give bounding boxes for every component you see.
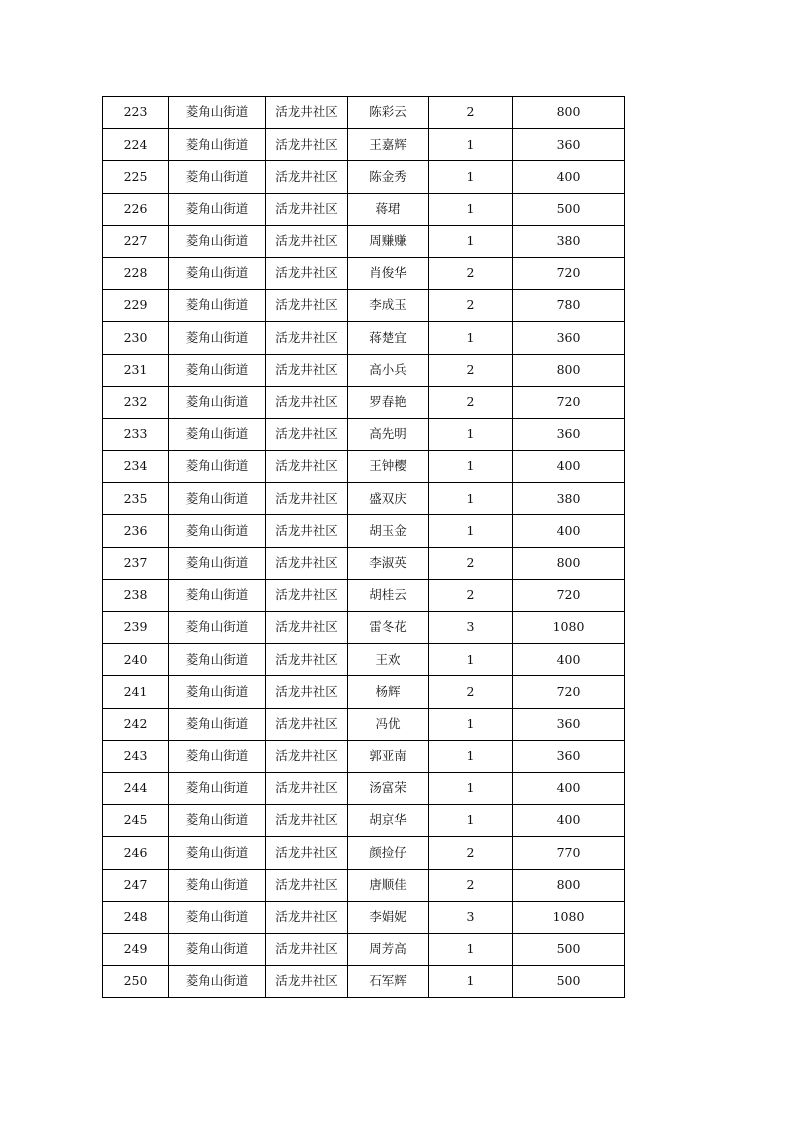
cell-amount: 360	[513, 322, 625, 354]
cell-person-name: 周芳高	[348, 933, 429, 965]
cell-serial-number: 247	[103, 869, 169, 901]
cell-household-count: 1	[429, 322, 513, 354]
cell-serial-number: 243	[103, 740, 169, 772]
cell-street: 菱角山街道	[169, 579, 266, 611]
cell-person-name: 蒋楚宜	[348, 322, 429, 354]
cell-amount: 780	[513, 290, 625, 322]
cell-person-name: 王欢	[348, 644, 429, 676]
cell-amount: 400	[513, 805, 625, 837]
cell-amount: 800	[513, 869, 625, 901]
table-row	[103, 290, 625, 322]
table-row	[103, 740, 625, 772]
cell-person-name: 杨辉	[348, 676, 429, 708]
cell-street: 菱角山街道	[169, 257, 266, 289]
cell-person-name: 石军辉	[348, 966, 429, 998]
cell-community: 活龙井社区	[266, 933, 348, 965]
cell-household-count: 1	[429, 805, 513, 837]
cell-community: 活龙井社区	[266, 483, 348, 515]
cell-street: 菱角山街道	[169, 97, 266, 129]
cell-community: 活龙井社区	[266, 354, 348, 386]
cell-household-count: 2	[429, 257, 513, 289]
table-row	[103, 805, 625, 837]
cell-amount: 1080	[513, 901, 625, 933]
cell-person-name: 王钟樱	[348, 451, 429, 483]
table-row	[103, 386, 625, 418]
table-row	[103, 257, 625, 289]
cell-street: 菱角山街道	[169, 451, 266, 483]
cell-street: 菱角山街道	[169, 386, 266, 418]
cell-household-count: 2	[429, 97, 513, 129]
cell-amount: 400	[513, 161, 625, 193]
cell-person-name: 胡京华	[348, 805, 429, 837]
cell-community: 活龙井社区	[266, 161, 348, 193]
cell-household-count: 2	[429, 354, 513, 386]
table-row	[103, 225, 625, 257]
cell-amount: 720	[513, 386, 625, 418]
cell-household-count: 1	[429, 451, 513, 483]
cell-community: 活龙井社区	[266, 225, 348, 257]
cell-household-count: 1	[429, 644, 513, 676]
cell-serial-number: 245	[103, 805, 169, 837]
cell-amount: 800	[513, 354, 625, 386]
cell-community: 活龙井社区	[266, 451, 348, 483]
table-row	[103, 97, 625, 129]
cell-person-name: 盛双庆	[348, 483, 429, 515]
cell-serial-number: 226	[103, 193, 169, 225]
cell-community: 活龙井社区	[266, 708, 348, 740]
table-row	[103, 451, 625, 483]
cell-amount: 360	[513, 129, 625, 161]
cell-community: 活龙井社区	[266, 644, 348, 676]
cell-household-count: 1	[429, 483, 513, 515]
cell-amount: 360	[513, 740, 625, 772]
cell-community: 活龙井社区	[266, 805, 348, 837]
cell-street: 菱角山街道	[169, 547, 266, 579]
cell-street: 菱角山街道	[169, 933, 266, 965]
cell-amount: 400	[513, 451, 625, 483]
cell-serial-number: 228	[103, 257, 169, 289]
cell-person-name: 胡桂云	[348, 579, 429, 611]
cell-street: 菱角山街道	[169, 901, 266, 933]
cell-street: 菱角山街道	[169, 354, 266, 386]
cell-amount: 400	[513, 772, 625, 804]
cell-household-count: 1	[429, 966, 513, 998]
cell-amount: 380	[513, 225, 625, 257]
cell-serial-number: 237	[103, 547, 169, 579]
cell-amount: 720	[513, 257, 625, 289]
cell-amount: 800	[513, 547, 625, 579]
table-row	[103, 772, 625, 804]
cell-person-name: 郭亚南	[348, 740, 429, 772]
cell-serial-number: 248	[103, 901, 169, 933]
table-row	[103, 676, 625, 708]
table-row	[103, 708, 625, 740]
cell-serial-number: 225	[103, 161, 169, 193]
cell-community: 活龙井社区	[266, 966, 348, 998]
table-row	[103, 161, 625, 193]
cell-person-name: 蒋珺	[348, 193, 429, 225]
cell-person-name: 李淑英	[348, 547, 429, 579]
cell-household-count: 3	[429, 901, 513, 933]
cell-community: 活龙井社区	[266, 129, 348, 161]
cell-amount: 360	[513, 708, 625, 740]
cell-street: 菱角山街道	[169, 161, 266, 193]
cell-person-name: 高小兵	[348, 354, 429, 386]
cell-amount: 500	[513, 193, 625, 225]
table-row	[103, 547, 625, 579]
cell-amount: 380	[513, 483, 625, 515]
cell-person-name: 李娟妮	[348, 901, 429, 933]
cell-household-count: 1	[429, 933, 513, 965]
cell-serial-number: 233	[103, 418, 169, 450]
cell-person-name: 颜捡仔	[348, 837, 429, 869]
cell-serial-number: 227	[103, 225, 169, 257]
table-row	[103, 483, 625, 515]
cell-amount: 720	[513, 676, 625, 708]
cell-street: 菱角山街道	[169, 708, 266, 740]
table-row	[103, 837, 625, 869]
cell-street: 菱角山街道	[169, 740, 266, 772]
table-row	[103, 418, 625, 450]
cell-amount: 360	[513, 418, 625, 450]
cell-serial-number: 246	[103, 837, 169, 869]
cell-serial-number: 240	[103, 644, 169, 676]
table-row	[103, 933, 625, 965]
cell-street: 菱角山街道	[169, 805, 266, 837]
cell-community: 活龙井社区	[266, 579, 348, 611]
cell-person-name: 唐顺佳	[348, 869, 429, 901]
cell-household-count: 2	[429, 547, 513, 579]
cell-community: 活龙井社区	[266, 290, 348, 322]
cell-community: 活龙井社区	[266, 676, 348, 708]
cell-amount: 500	[513, 966, 625, 998]
cell-household-count: 1	[429, 193, 513, 225]
cell-community: 活龙井社区	[266, 740, 348, 772]
cell-street: 菱角山街道	[169, 322, 266, 354]
cell-person-name: 李成玉	[348, 290, 429, 322]
cell-serial-number: 232	[103, 386, 169, 418]
cell-household-count: 2	[429, 290, 513, 322]
cell-amount: 500	[513, 933, 625, 965]
cell-serial-number: 244	[103, 772, 169, 804]
cell-street: 菱角山街道	[169, 129, 266, 161]
cell-amount: 400	[513, 644, 625, 676]
cell-community: 活龙井社区	[266, 193, 348, 225]
table-body	[103, 97, 625, 998]
cell-community: 活龙井社区	[266, 837, 348, 869]
cell-serial-number: 242	[103, 708, 169, 740]
cell-household-count: 1	[429, 772, 513, 804]
cell-street: 菱角山街道	[169, 869, 266, 901]
cell-street: 菱角山街道	[169, 644, 266, 676]
cell-household-count: 1	[429, 418, 513, 450]
cell-community: 活龙井社区	[266, 257, 348, 289]
cell-community: 活龙井社区	[266, 612, 348, 644]
cell-serial-number: 249	[103, 933, 169, 965]
cell-street: 菱角山街道	[169, 837, 266, 869]
cell-community: 活龙井社区	[266, 97, 348, 129]
cell-person-name: 汤富荣	[348, 772, 429, 804]
cell-person-name: 陈彩云	[348, 97, 429, 129]
cell-street: 菱角山街道	[169, 225, 266, 257]
cell-community: 活龙井社区	[266, 515, 348, 547]
table-row	[103, 612, 625, 644]
cell-serial-number: 230	[103, 322, 169, 354]
cell-street: 菱角山街道	[169, 966, 266, 998]
cell-community: 活龙井社区	[266, 547, 348, 579]
cell-person-name: 肖俊华	[348, 257, 429, 289]
table-row	[103, 129, 625, 161]
cell-amount: 770	[513, 837, 625, 869]
table-row	[103, 901, 625, 933]
cell-serial-number: 231	[103, 354, 169, 386]
cell-person-name: 雷冬花	[348, 612, 429, 644]
cell-serial-number: 235	[103, 483, 169, 515]
cell-household-count: 1	[429, 225, 513, 257]
table-row	[103, 322, 625, 354]
cell-household-count: 2	[429, 837, 513, 869]
cell-serial-number: 241	[103, 676, 169, 708]
cell-community: 活龙井社区	[266, 772, 348, 804]
cell-community: 活龙井社区	[266, 418, 348, 450]
table-row	[103, 869, 625, 901]
cell-amount: 720	[513, 579, 625, 611]
cell-street: 菱角山街道	[169, 418, 266, 450]
table-row	[103, 515, 625, 547]
cell-community: 活龙井社区	[266, 322, 348, 354]
cell-household-count: 2	[429, 676, 513, 708]
cell-household-count: 1	[429, 515, 513, 547]
cell-serial-number: 239	[103, 612, 169, 644]
cell-serial-number: 250	[103, 966, 169, 998]
cell-serial-number: 223	[103, 97, 169, 129]
cell-community: 活龙井社区	[266, 869, 348, 901]
cell-amount: 400	[513, 515, 625, 547]
cell-serial-number: 224	[103, 129, 169, 161]
cell-street: 菱角山街道	[169, 612, 266, 644]
cell-person-name: 胡玉金	[348, 515, 429, 547]
cell-person-name: 高先明	[348, 418, 429, 450]
cell-serial-number: 229	[103, 290, 169, 322]
cell-person-name: 陈金秀	[348, 161, 429, 193]
cell-household-count: 1	[429, 708, 513, 740]
cell-serial-number: 236	[103, 515, 169, 547]
cell-street: 菱角山街道	[169, 772, 266, 804]
cell-amount: 800	[513, 97, 625, 129]
cell-household-count: 1	[429, 161, 513, 193]
cell-street: 菱角山街道	[169, 290, 266, 322]
cell-household-count: 2	[429, 869, 513, 901]
document-table-wrapper	[102, 96, 625, 998]
table-row	[103, 354, 625, 386]
cell-person-name: 冯优	[348, 708, 429, 740]
table-row	[103, 966, 625, 998]
cell-household-count: 1	[429, 740, 513, 772]
cell-community: 活龙井社区	[266, 386, 348, 418]
table-row	[103, 193, 625, 225]
cell-household-count: 2	[429, 579, 513, 611]
cell-street: 菱角山街道	[169, 483, 266, 515]
cell-street: 菱角山街道	[169, 676, 266, 708]
subsidy-table	[102, 96, 625, 998]
cell-serial-number: 238	[103, 579, 169, 611]
cell-household-count: 1	[429, 129, 513, 161]
cell-household-count: 2	[429, 386, 513, 418]
cell-household-count: 3	[429, 612, 513, 644]
cell-street: 菱角山街道	[169, 193, 266, 225]
cell-person-name: 周赚赚	[348, 225, 429, 257]
table-row	[103, 579, 625, 611]
table-row	[103, 644, 625, 676]
cell-person-name: 罗春艳	[348, 386, 429, 418]
cell-serial-number: 234	[103, 451, 169, 483]
cell-street: 菱角山街道	[169, 515, 266, 547]
cell-amount: 1080	[513, 612, 625, 644]
cell-community: 活龙井社区	[266, 901, 348, 933]
cell-person-name: 王嘉辉	[348, 129, 429, 161]
